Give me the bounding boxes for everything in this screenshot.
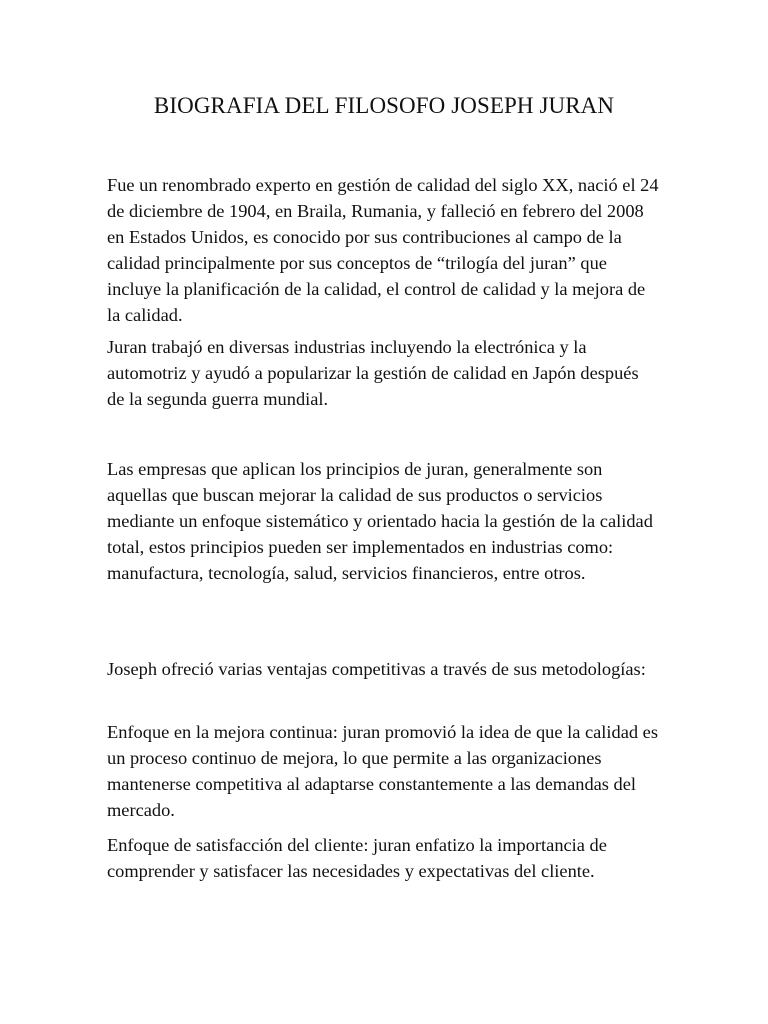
biography-paragraph: Fue un renombrado experto en gestión de calidad del siglo XX, nació el 24 de diciembre de 1904, en Braila, Rumania, y falleció en febrero del 2008 en Estados Unidos, es conocido por sus contribuciones al campo de la calidad principalmente por sus conceptos de “trilogía del juran” que incluye la planificación de la calidad, el control de calidad y la mejora de la calidad. xyxy=(107,175,659,325)
advantages-intro-paragraph: Joseph ofreció varias ventajas competitivas a través de sus metodologías: xyxy=(107,659,646,679)
customer-satisfaction-paragraph: Enfoque de satisfacción del cliente: juran enfatizo la importancia de comprender y satisfacer las necesidades y expectativas del cliente. xyxy=(107,835,607,881)
career-paragraph: Juran trabajó en diversas industrias incluyendo la electrónica y la automotriz y ayudó a popularizar la gestión de calidad en Japón después de la segunda guerra mundial. xyxy=(107,337,639,409)
continuous-improvement-paragraph: Enfoque en la mejora continua: juran promovió la idea de que la calidad es un proceso continuo de mejora, lo que permite a las organizaciones mantenerse competitiva al adaptarse constantemente a las demandas del mercado. xyxy=(107,722,659,820)
companies-paragraph: Las empresas que aplican los principios de juran, generalmente son aquellas que buscan mejorar la calidad de sus productos o servicios mediante un enfoque sistemático y orientado hacia la gestión de la calidad total, estos principios pueden ser implementados en industrias como: manufactura, tecnología, salud, servicios financieros, entre otros. xyxy=(107,459,653,583)
document-title: BIOGRAFIA DEL FILOSOFO JOSEPH JURAN xyxy=(153,93,615,118)
